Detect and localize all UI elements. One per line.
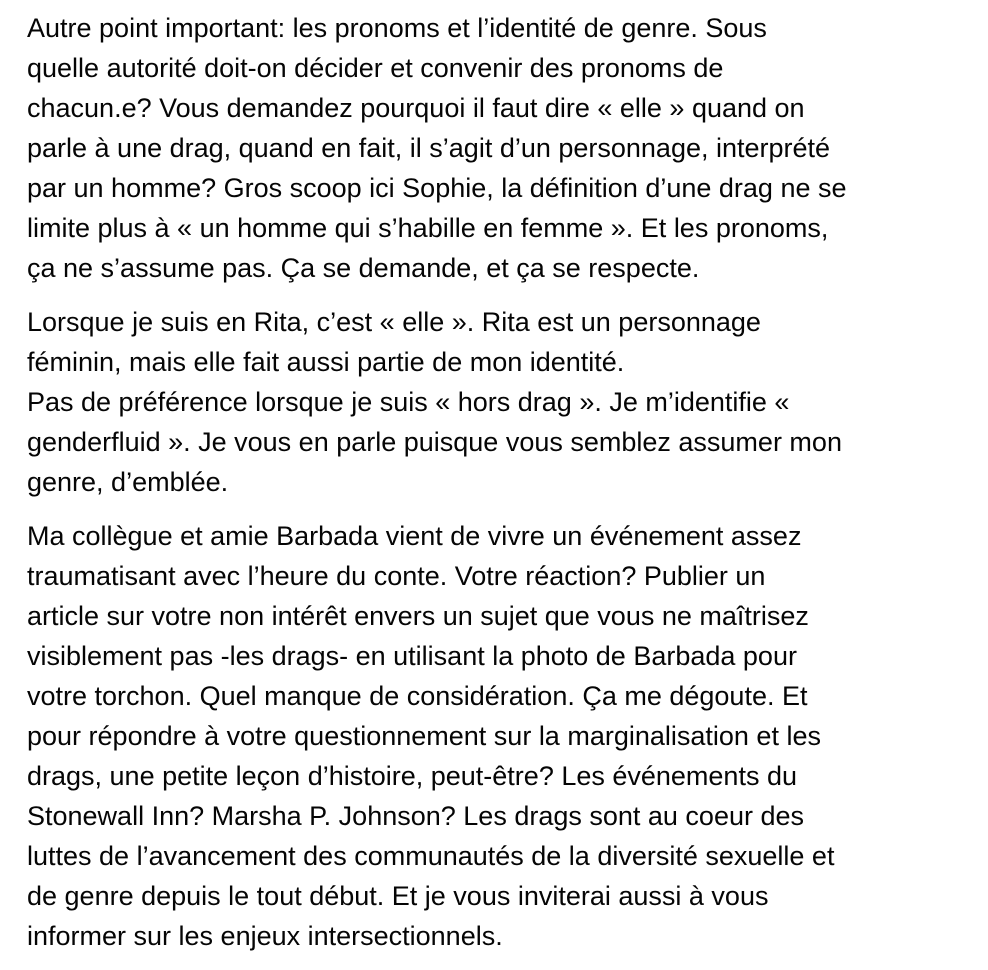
paragraph-pronouns: Autre point important: les pronoms et l’identité de genre. Sous quelle autorité doit-on décider et convenir des pronoms de chacun.e? Vous demandez pourquoi il faut dire « elle » quand on parle à une drag, quand en fait, il s’agit d’un personnage, interprété par un homme? Gros scoop ici Sophie, la définition d’une drag ne se limite plus à « un homme qui s’habille en femme ». Et les pronoms, ça ne s’assume pas. Ça se demande, et ça se respecte. xyxy=(27,13,847,283)
paragraph-identity: Lorsque je suis en Rita, c’est « elle ». Rita est un personnage féminin, mais elle fait aussi partie de mon identité. Pas de préférence lorsque je suis « hors drag ». Je m’identifie « genderfluid ». Je vous en parle puisque vous semblez assumer mon genre, d’emblée. xyxy=(27,307,842,497)
post-body xyxy=(27,8,977,956)
paragraph-barbada: Ma collègue et amie Barbada vient de vivre un événement assez traumatisant avec l’heure du conte. Votre réaction? Publier un article sur votre non intérêt envers un sujet que vous ne maîtrisez visiblement pas -les drags- en utilisant la photo de Barbada pour votre torchon. Quel manque de considération. Ça me dégoute. Et pour répondre à votre questionnement sur la marginalisation et les drags, une petite leçon d’histoire, peut-être? Les événements du Stonewall Inn? Marsha P. Johnson? Les drags sont au coeur des luttes de l’avancement des communautés de la diversité sexuelle et de genre depuis le tout début. Et je vous inviterai aussi à vous informer sur les enjeux intersectionnels. xyxy=(27,521,835,951)
